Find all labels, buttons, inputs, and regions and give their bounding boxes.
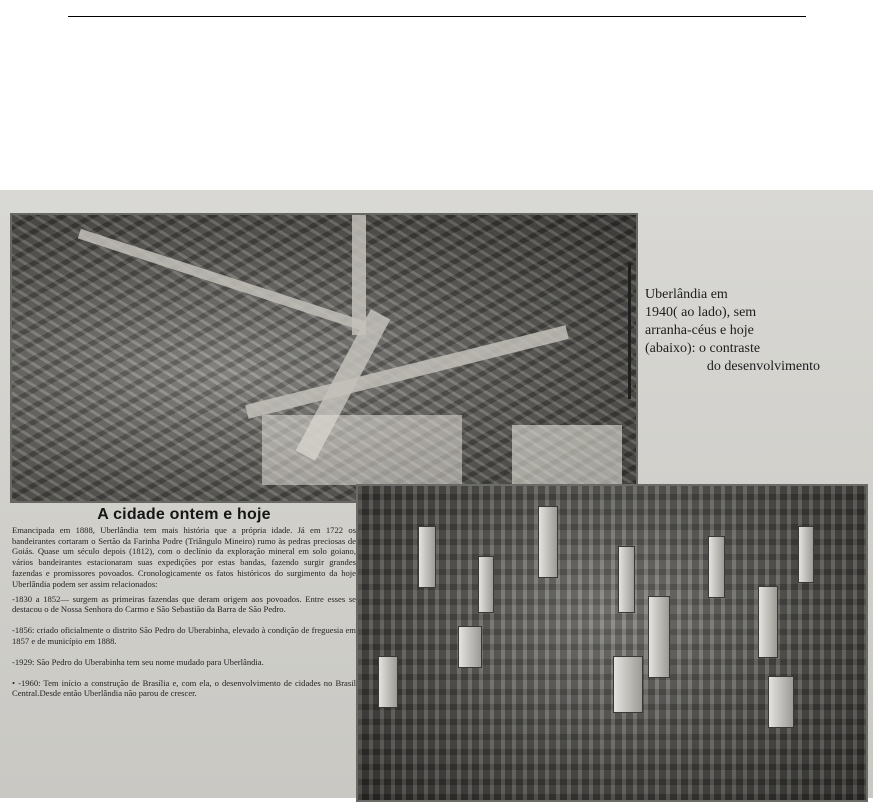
photo-road — [78, 229, 366, 331]
caption-rule — [628, 263, 631, 399]
caption-line: 1940( ao lado), sem — [645, 305, 757, 320]
newspaper-clipping — [0, 190, 873, 798]
photo-building — [538, 506, 558, 578]
photo-building — [378, 656, 398, 708]
photo-caption — [645, 286, 820, 376]
photo-building — [613, 656, 643, 713]
photo-building — [478, 556, 494, 613]
aerial-photo-today — [356, 484, 868, 802]
caption-line: Uberlândia em — [645, 287, 728, 302]
photo-building — [458, 626, 482, 668]
aerial-photo-1940 — [10, 213, 638, 503]
caption-line: (abaixo): o contraste — [645, 341, 761, 356]
top-rule — [68, 16, 806, 17]
caption-line: arranha-céus e hoje — [645, 323, 754, 338]
article-paragraph: -1856: criado oficialmente o distrito São Pedro do Uberabinha, elevado à condição de freguesia em 1857 e de município em 1888. — [12, 625, 356, 646]
photo-building — [648, 596, 670, 678]
article-paragraph: -1830 a 1852— surgem as primeiras fazendas que deram origem aos povoados. Entre esses se destacou o de Nossa Senhora do Carmo e São Sebastião da Barra de São Pedro. — [12, 593, 356, 615]
photo-building — [798, 526, 814, 583]
article-paragraph: • -1960: Tem início a construção de Brasília e, com ela, o desenvolvimento de cidades no Brasil Central.Desde então Uberlândia não parou de crescer. — [12, 677, 356, 699]
article-paragraph: Emancipada em 1888, Uberlândia tem mais história que a própria idade. Já em 1722 os bandeirantes cortaram o Sertão da Farinha Podre (Triângulo Mineiro) rumo às pedras preciosas de Goiás. Quase um século depois (1812), com o declínio da exploração mineral em solo goiano, vários bandeirantes estacionaram suas expedições por estas bandas, fazendo surgir grandes fazendas e promissores povoados. Cronologicamente os fatos históricos do surgimento da hoje Uberlândia podem ser assim relacionados: — [12, 524, 356, 589]
photo-buildings — [512, 425, 622, 485]
article-paragraph: -1929: São Pedro do Uberabinha tem seu nome mudado para Uberlândia. — [12, 656, 264, 667]
photo-building — [708, 536, 725, 598]
article — [12, 500, 356, 790]
photo-building — [618, 546, 635, 613]
article-headline: A cidade ontem e hoje — [97, 506, 271, 523]
photo-road — [352, 215, 366, 335]
caption-line: do desenvolvimento — [706, 359, 820, 374]
photo-building — [418, 526, 436, 588]
photo-buildings — [262, 415, 462, 485]
photo-building — [758, 586, 778, 658]
photo-building — [768, 676, 794, 728]
photo-road — [245, 325, 569, 418]
